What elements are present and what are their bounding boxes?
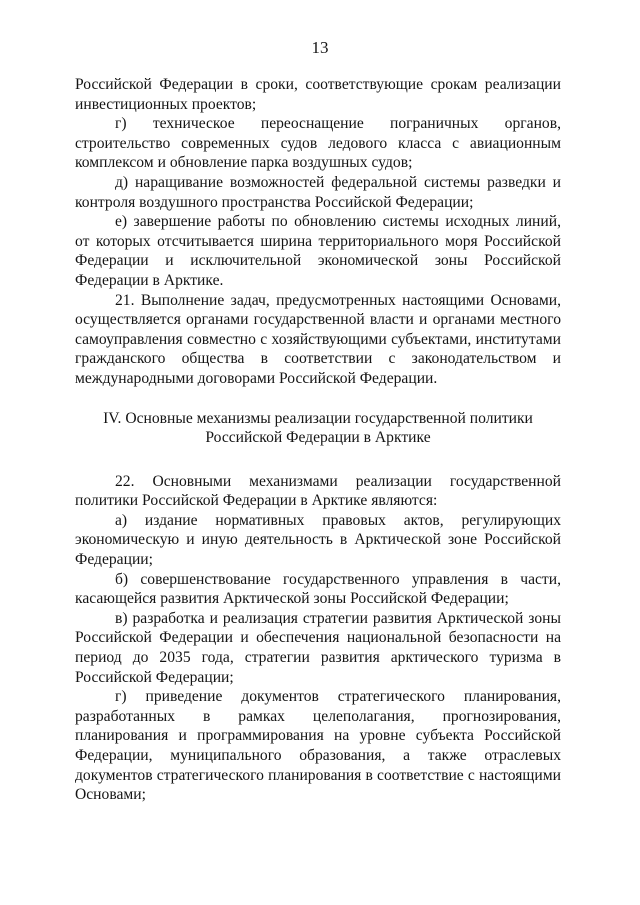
paragraph-item-b: б) совершенствование государственного управления в части, касающейся развития Арктической зоны Российской Федерации; bbox=[75, 570, 561, 608]
paragraph-item-e: е) завершение работы по обновлению системы исходных линий, от которых отсчитывается ширина территориального моря Российской Федерации и исключительной экономической зоны Российской Федерации в Арктике. bbox=[75, 213, 561, 289]
section-heading-line2: Российской Федерации в Арктике bbox=[205, 429, 431, 447]
paragraph-21: 21. Выполнение задач, предусмотренных настоящими Основами, осуществляется органами государственной власти и органами местного самоуправления совместно с хозяйствующими субъектами, институтами гражданского общества в соответствии с законодательством и международными договорами Российской Федерации. bbox=[75, 291, 561, 387]
paragraph-item-g2: г) приведение документов стратегического планирования, разработанных в рамках целеполагания, прогнозирования, планирования и программирования на уровне субъекта Российской Федерации, муниципального образования, а также отраслевых документов стратегического планирования в соответствие с настоящими Основами; bbox=[75, 688, 561, 804]
page-number: 13 bbox=[311, 38, 329, 57]
paragraph-item-a: а) издание нормативных правовых актов, регулирующих экономическую и иную деятельность в Арктической зоне Российской Федерации; bbox=[75, 511, 561, 569]
paragraph-22: 22. Основными механизмами реализации государственной политики Российской Федерации в Арктике являются: bbox=[75, 472, 561, 510]
section-heading-line1: IV. Основные механизмы реализации государственной политики bbox=[103, 409, 533, 427]
paragraph-item-v: в) разработка и реализация стратегии развития Арктической зоны Российской Федерации и обеспечения национальной безопасности на период до 2035 года, стратегии развития арктического туризма в Российской Федерации; bbox=[75, 609, 561, 686]
paragraph-item-d: д) наращивание возможностей федеральной системы разведки и контроля воздушного пространства Российской Федерации; bbox=[75, 173, 561, 211]
document-body bbox=[75, 75, 561, 805]
section-heading bbox=[75, 409, 561, 448]
paragraph-item-g: г) техническое переоснащение пограничных органов, строительство современных судов ледового класса с авиационным комплексом и обновление парка воздушных судов; bbox=[75, 115, 561, 172]
paragraph-continuation: Российской Федерации в сроки, соответствующие срокам реализации инвестиционных проектов; bbox=[75, 76, 561, 113]
